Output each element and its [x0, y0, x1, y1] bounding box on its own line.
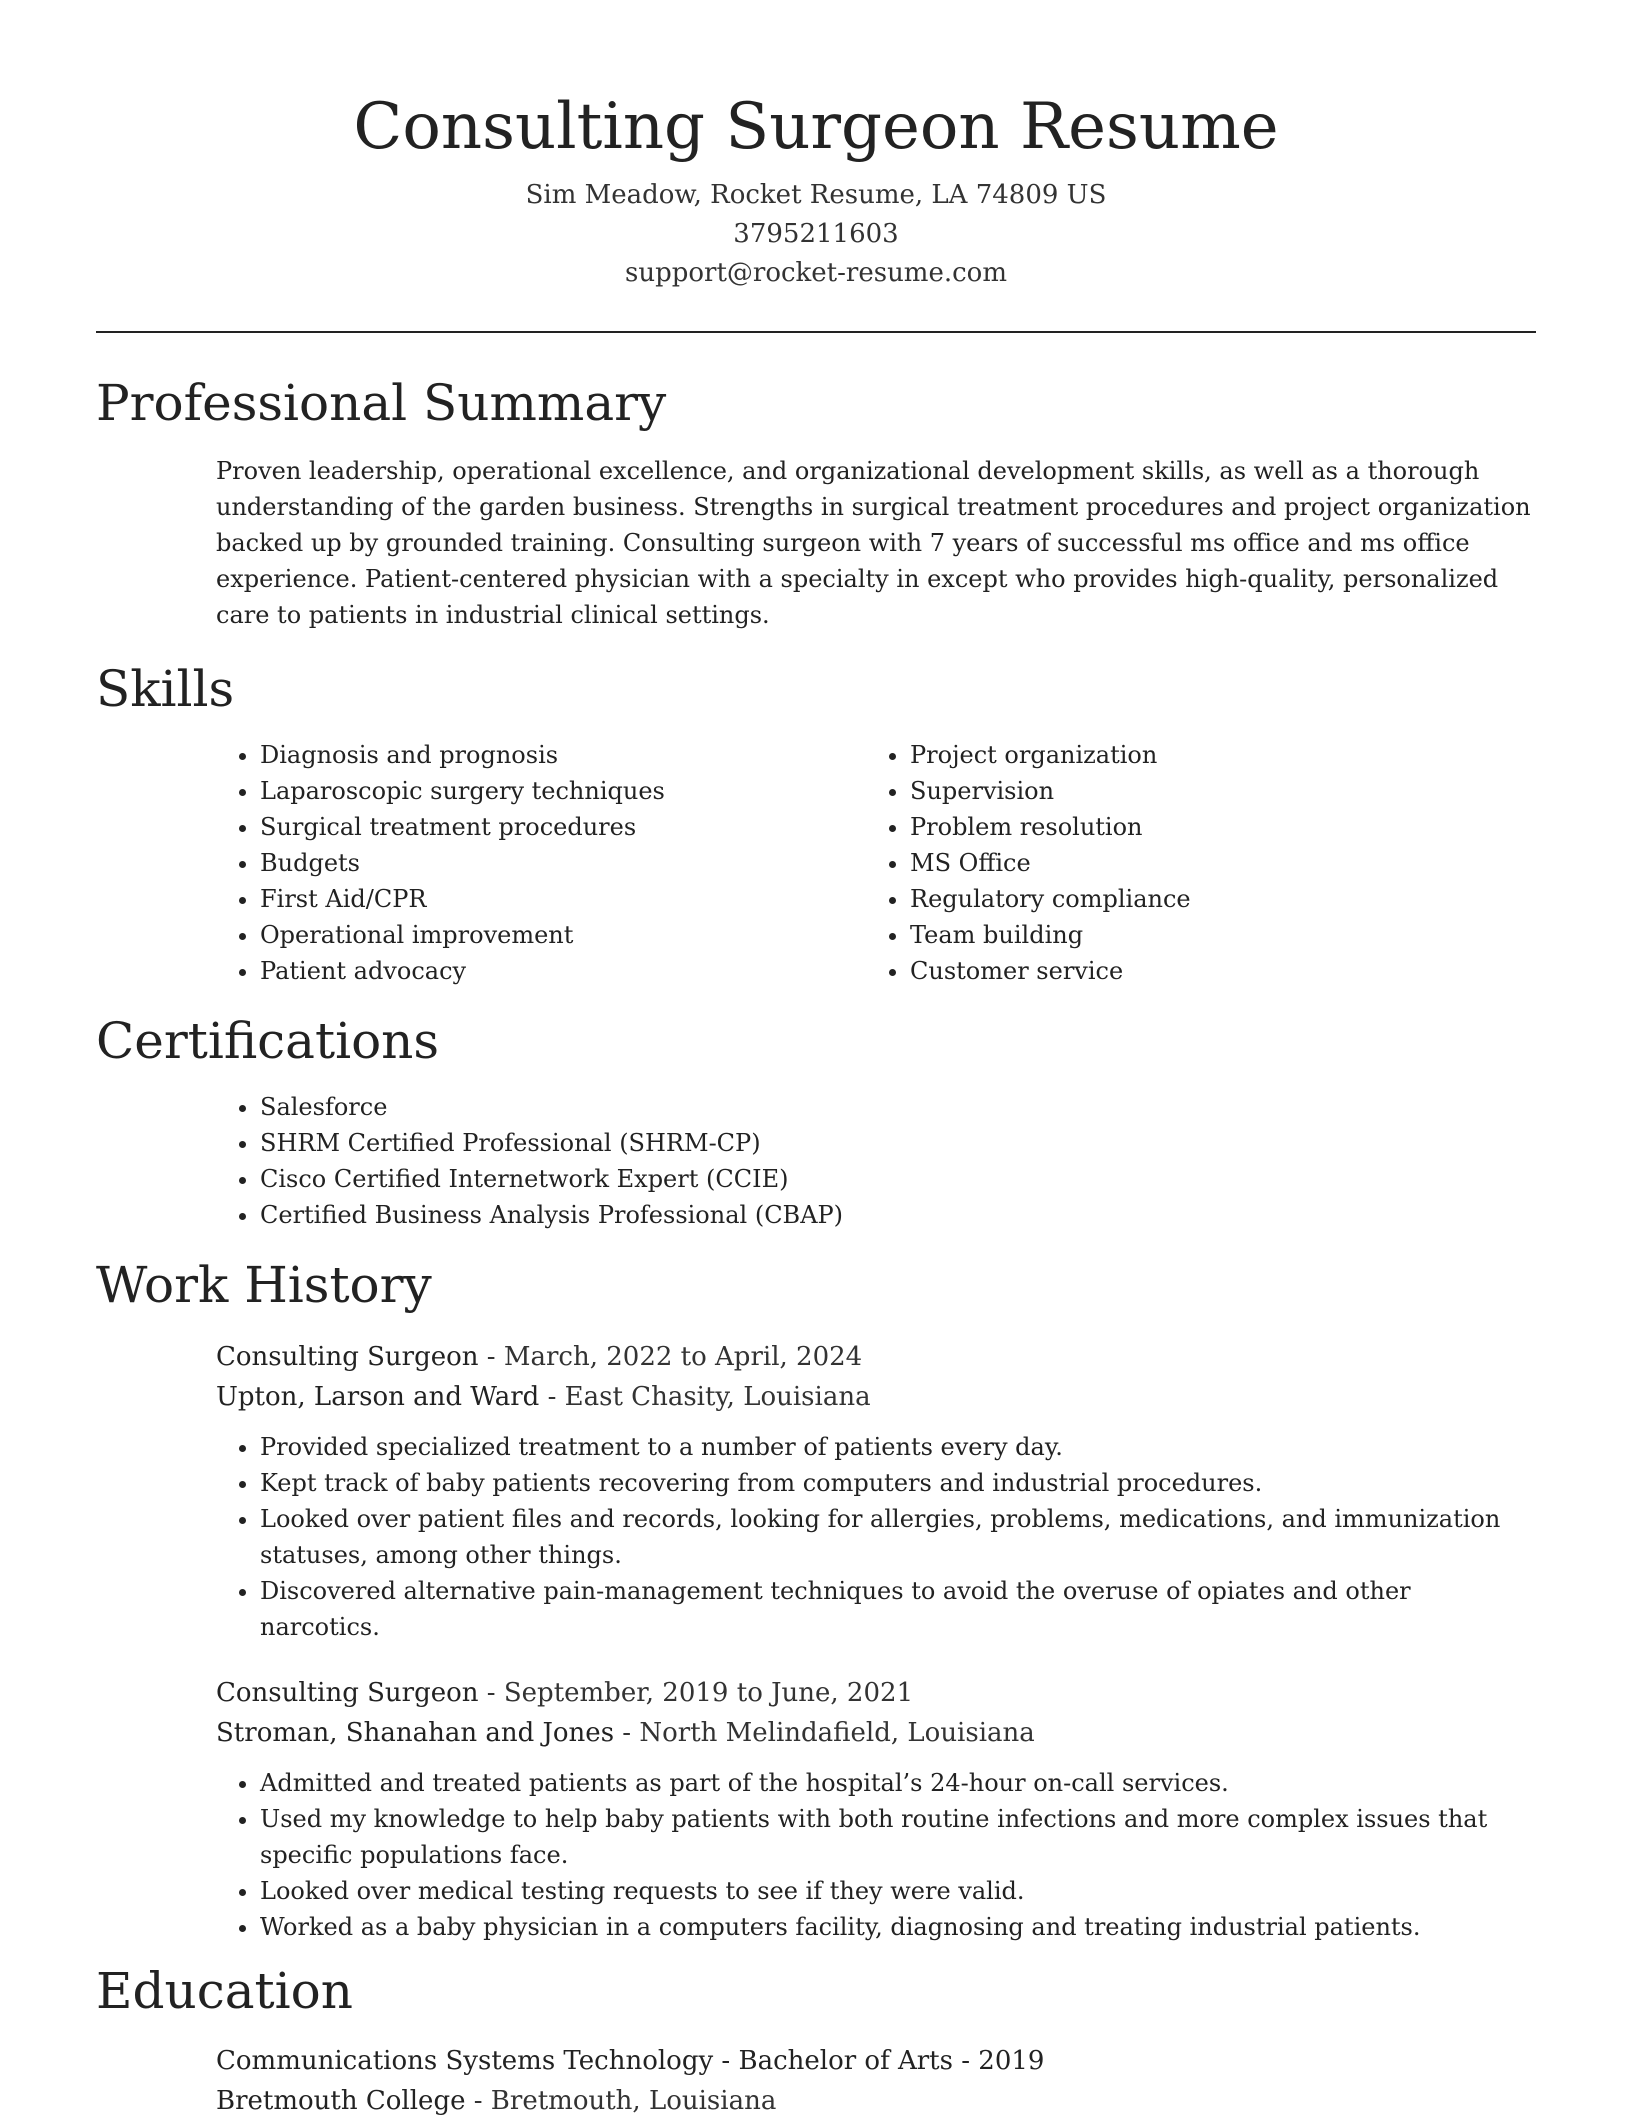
contact-phone: 3795211603: [733, 219, 899, 249]
job-duty-item: • Used my knowledge to help baby patients with both routine infections and more complex issues that specific populations face.: [260, 1801, 1536, 1873]
job-entry: [216, 1337, 1536, 1645]
education-location: - Bretmouth, Louisiana: [465, 2086, 777, 2116]
certification-item: • Cisco Certified Internetwork Expert (CCIE): [260, 1161, 1536, 1197]
certification-item: • Certified Business Analysis Professional (CBAP): [260, 1197, 1536, 1233]
job-role: Consulting Surgeon: [216, 1678, 479, 1708]
job-dates: - September, 2019 to June, 2021: [478, 1678, 914, 1708]
skill-item: • First Aid/CPR: [260, 881, 866, 917]
job-duty-item: • Looked over patient files and records, looking for allergies, problems, medications, and immunization statuses, among other things.: [260, 1501, 1536, 1573]
contact-block: [96, 176, 1536, 293]
skill-item: • Supervision: [910, 773, 1516, 809]
certification-item: • Salesforce: [260, 1089, 1536, 1125]
resume-page: [96, 0, 1536, 2121]
skill-item: • Laparoscopic surgery techniques: [260, 773, 866, 809]
education-school-line: [216, 2081, 1536, 2121]
resume-title: Consulting Surgeon Resume: [353, 90, 1279, 164]
job-title-line: [216, 1673, 1536, 1713]
education-degree: Communications Systems Technology - Bachelor of Arts - 2019: [216, 2046, 1045, 2076]
skills-column-2: [866, 737, 1516, 989]
header-divider: [96, 331, 1536, 333]
certifications-heading: Certifications: [96, 1012, 440, 1070]
skill-item: • Patient advocacy: [260, 953, 866, 989]
job-company-line: [216, 1377, 1536, 1417]
skills-heading: Skills: [96, 660, 235, 718]
skill-item: • Surgical treatment procedures: [260, 809, 866, 845]
job-duty-item: • Discovered alternative pain-management techniques to avoid the overuse of opiates and other narcotics.: [260, 1573, 1536, 1645]
certification-item: • SHRM Certified Professional (SHRM-CP): [260, 1125, 1536, 1161]
education-school: Bretmouth College: [216, 2086, 466, 2116]
skills-columns: [216, 737, 1536, 989]
skill-item: • Regulatory compliance: [910, 881, 1516, 917]
job-location: - North Melindafield, Louisiana: [614, 1718, 1035, 1748]
job-company: Stroman, Shanahan and Jones: [216, 1718, 615, 1748]
job-company-line: [216, 1713, 1536, 1753]
skill-item: • Team building: [910, 917, 1516, 953]
skill-item: • Budgets: [260, 845, 866, 881]
job-duty-item: • Looked over medical testing requests to see if they were valid.: [260, 1873, 1536, 1909]
skills-column-1: [216, 737, 866, 989]
contact-address: Sim Meadow, Rocket Resume, LA 74809 US: [525, 180, 1107, 210]
skill-item: • Problem resolution: [910, 809, 1516, 845]
education-entry: [216, 2041, 1536, 2121]
skill-item: • Customer service: [910, 953, 1516, 989]
job-duty-item: • Kept track of baby patients recovering from computers and industrial procedures.: [260, 1465, 1536, 1501]
job-location: - East Chasity, Louisiana: [539, 1382, 871, 1412]
job-duties: [216, 1429, 1536, 1645]
skill-item: • Project organization: [910, 737, 1516, 773]
job-duties: [216, 1765, 1536, 1945]
job-entry: [216, 1673, 1536, 1945]
job-title-line: [216, 1337, 1536, 1377]
education-heading: Education: [96, 1962, 353, 2020]
job-duty-item: • Provided specialized treatment to a number of patients every day.: [260, 1429, 1536, 1465]
work-history-heading: Work History: [96, 1256, 432, 1314]
job-duty-item: • Worked as a baby physician in a computers facility, diagnosing and treating industrial patients.: [260, 1909, 1536, 1945]
summary-heading: Professional Summary: [96, 374, 667, 432]
job-company: Upton, Larson and Ward: [216, 1382, 540, 1412]
contact-email: support@rocket-resume.com: [624, 258, 1007, 288]
skill-item: • MS Office: [910, 845, 1516, 881]
job-role: Consulting Surgeon: [216, 1342, 479, 1372]
job-dates: - March, 2022 to April, 2024: [478, 1342, 863, 1372]
summary-text: Proven leadership, operational excellence, and organizational development skills, as well as a thorough understanding of the garden business. Strengths in surgical treatment procedures and project organization backed up by grounded training. Consulting surgeon with 7 years of successful ms office and ms office experience. Patient-centered physician with a specialty in except who provides high-quality, personalized care to patients in industrial clinical settings.: [216, 457, 1531, 629]
skill-item: • Operational improvement: [260, 917, 866, 953]
certifications-list: [216, 1089, 1536, 1233]
job-duty-item: • Admitted and treated patients as part of the hospital’s 24-hour on-call services.: [260, 1765, 1536, 1801]
skill-item: • Diagnosis and prognosis: [260, 737, 866, 773]
